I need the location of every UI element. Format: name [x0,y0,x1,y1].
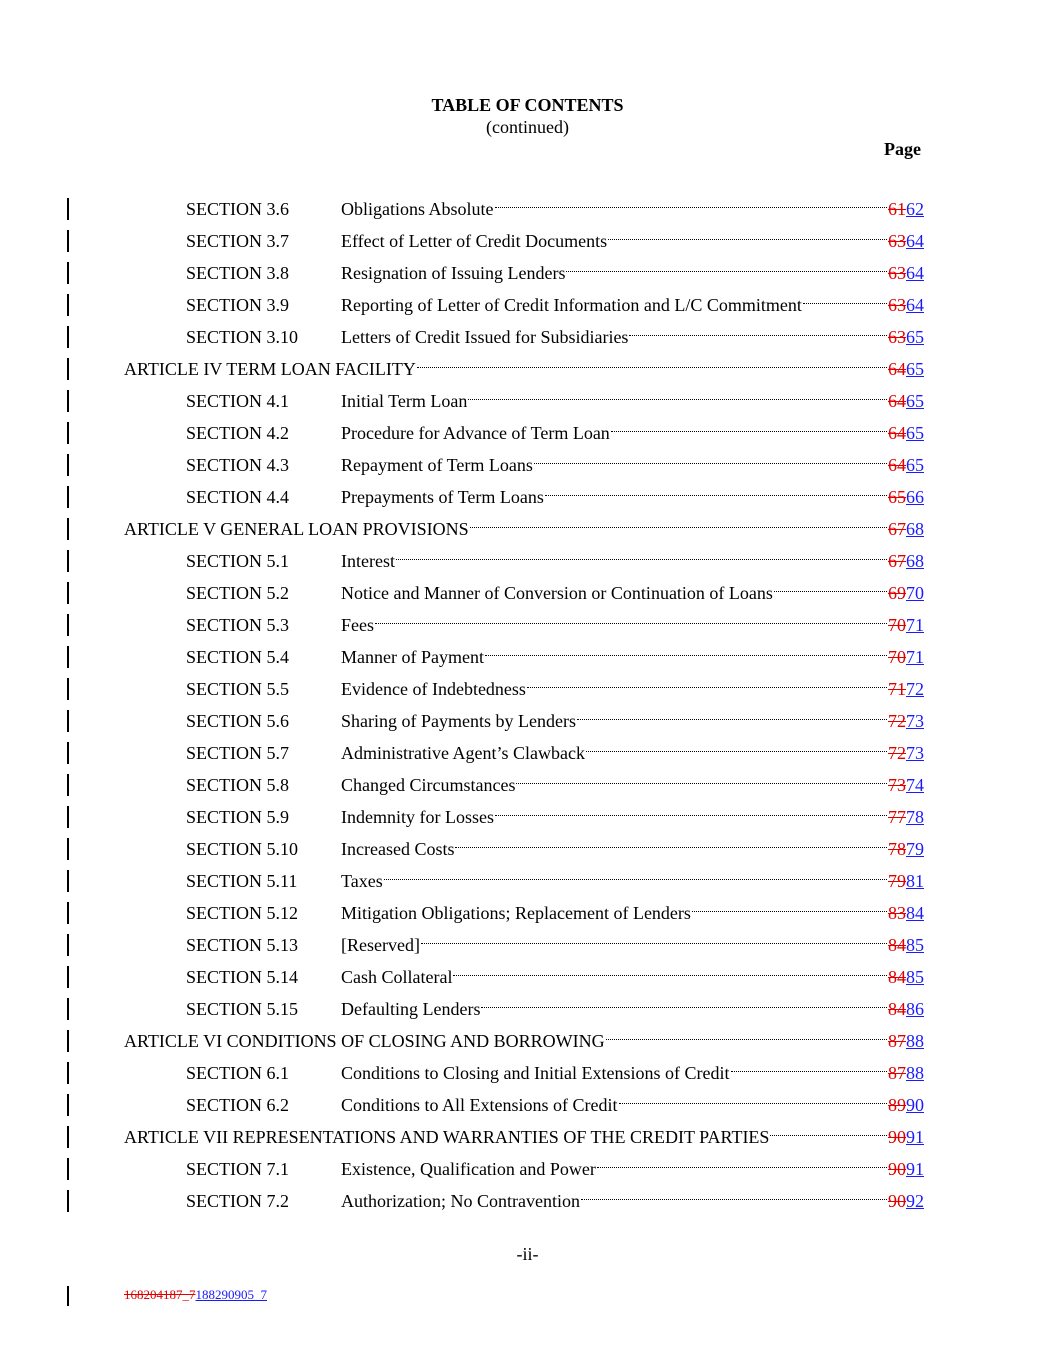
dot-leader [396,559,887,560]
page-inserted[interactable]: 71 [906,647,924,667]
doc-id-inserted: 188290905_7 [195,1287,267,1302]
section-number: SECTION 5.11 [186,871,298,891]
page-ref[interactable] [888,257,924,289]
page-inserted[interactable]: 64 [906,263,924,283]
toc-section-row[interactable] [0,769,1055,801]
toc-entry [186,1153,924,1185]
toc-entry [186,609,924,641]
entry-title: Repayment of Term Loans [341,455,533,475]
change-bar [67,486,69,508]
toc-entry [186,289,924,321]
page-ref[interactable] [888,1025,924,1057]
entry-title: Interest [341,551,395,571]
page-deleted: 83 [888,903,906,923]
page-ref[interactable] [888,993,924,1025]
change-bar [67,582,69,604]
page-ref[interactable] [888,289,924,321]
page-ref[interactable] [888,1121,924,1153]
toc-section-row[interactable] [0,1185,1055,1217]
page-ref[interactable] [888,1185,924,1217]
toc-section-row[interactable] [0,193,1055,225]
page-deleted: 71 [888,679,906,699]
toc-entry [186,257,924,289]
page-ref[interactable] [888,801,924,833]
section-number: SECTION 6.1 [186,1063,289,1083]
dot-leader [597,1167,887,1168]
toc-section-row[interactable] [0,577,1055,609]
page-ref[interactable] [888,865,924,897]
page-ref[interactable] [888,225,924,257]
section-number: SECTION 3.9 [186,295,289,315]
toc-article-row[interactable] [0,513,1055,545]
toc-subtitle: (continued) [486,117,569,137]
page-inserted[interactable]: 64 [906,231,924,251]
dot-leader [731,1071,888,1072]
toc-section-row[interactable] [0,1089,1055,1121]
dot-leader [606,1039,887,1040]
dot-leader [485,655,887,656]
page-ref[interactable] [888,1057,924,1089]
toc-section-row[interactable] [0,449,1055,481]
dot-leader [470,527,887,528]
page-deleted: 87 [888,1063,906,1083]
page-deleted: 64 [888,423,906,443]
section-number: SECTION 5.9 [186,807,289,827]
page-deleted: 89 [888,1095,906,1115]
change-bar [67,294,69,316]
toc-article-row[interactable] [0,1025,1055,1057]
section-number: SECTION 3.6 [186,199,289,219]
toc-section-row[interactable] [0,641,1055,673]
page-inserted[interactable]: 71 [906,615,924,635]
toc-entry [186,449,924,481]
page-ref[interactable] [888,609,924,641]
page-inserted[interactable]: 62 [906,199,924,219]
page-ref[interactable] [888,449,924,481]
page-inserted[interactable]: 64 [906,295,924,315]
section-number: SECTION 5.10 [186,839,298,859]
toc-entry [186,705,924,737]
doc-id-deleted: 168204187_7 [124,1287,196,1302]
page-deleted: 73 [888,775,906,795]
page-deleted: 64 [888,359,906,379]
toc-entry [186,897,924,929]
change-bar [67,230,69,252]
page-inserted[interactable]: 85 [906,935,924,955]
page-inserted[interactable]: 65 [906,455,924,475]
page-deleted: 70 [888,615,906,635]
page-inserted[interactable]: 88 [906,1031,924,1051]
toc-entry [186,225,924,257]
toc-section-row[interactable] [0,257,1055,289]
toc-entry [186,545,924,577]
page-deleted: 64 [888,455,906,475]
page-ref[interactable] [888,769,924,801]
toc-entry [186,993,924,1025]
page-inserted[interactable]: 74 [906,775,924,795]
page-ref[interactable] [888,385,924,417]
change-bar [67,1158,69,1180]
toc-section-row[interactable] [0,929,1055,961]
page-inserted[interactable]: 78 [906,807,924,827]
dot-leader [774,591,887,592]
section-number: SECTION 5.3 [186,615,289,635]
toc-section-row[interactable] [0,865,1055,897]
entry-title: Fees [341,615,374,635]
entry-title: ARTICLE IV TERM LOAN FACILITY [124,359,416,379]
toc-section-row[interactable] [0,385,1055,417]
dot-leader [692,911,887,912]
toc-section-row[interactable] [0,801,1055,833]
page-deleted: 63 [888,231,906,251]
page-inserted[interactable]: 81 [906,871,924,891]
dot-leader [608,239,887,240]
entry-title: Increased Costs [341,839,455,859]
page-ref[interactable] [888,897,924,929]
section-number: SECTION 3.10 [186,327,298,347]
toc-section-row[interactable] [0,609,1055,641]
page-deleted: 90 [888,1127,906,1147]
section-number: SECTION 5.12 [186,903,298,923]
entry-title: Reporting of Letter of Credit Information and L/C Commitment [341,295,802,315]
page-deleted: 84 [888,967,906,987]
entry-title: Initial Term Loan [341,391,468,411]
page-inserted[interactable]: 91 [906,1127,924,1147]
section-number: SECTION 5.4 [186,647,289,667]
change-bar [67,1030,69,1052]
toc-section-row[interactable] [0,897,1055,929]
section-number: SECTION 5.8 [186,775,289,795]
toc-entry [124,1121,924,1153]
entry-title: Changed Circumstances [341,775,516,795]
dot-leader [534,463,887,464]
page-inserted[interactable]: 65 [906,327,924,347]
section-number: SECTION 5.15 [186,999,298,1019]
page-ref[interactable] [888,1089,924,1121]
section-number: SECTION 5.6 [186,711,289,731]
dot-leader [421,943,887,944]
change-bar [67,550,69,572]
toc-section-row[interactable] [0,737,1055,769]
page-ref[interactable] [888,961,924,993]
dot-leader [629,335,887,336]
dot-leader [611,431,887,432]
toc-section-row[interactable] [0,417,1055,449]
page-ref[interactable] [888,577,924,609]
page-deleted: 84 [888,999,906,1019]
page-deleted: 90 [888,1159,906,1179]
dot-leader [453,975,887,976]
entry-title: Evidence of Indebtedness [341,679,526,699]
change-bar [67,1190,69,1212]
change-bar [67,710,69,732]
page-deleted: 67 [888,519,906,539]
change-bar [67,646,69,668]
toc-section-row[interactable] [0,481,1055,513]
page-number: -ii- [516,1244,539,1264]
change-bar [67,838,69,860]
entry-title: ARTICLE V GENERAL LOAN PROVISIONS [124,519,469,539]
page-ref[interactable] [888,193,924,225]
entry-title: Conditions to Closing and Initial Extensions of Credit [341,1063,730,1083]
dot-leader [468,399,887,400]
entry-title: Existence, Qualification and Power [341,1159,596,1179]
page-deleted: 65 [888,487,906,507]
page-inserted[interactable]: 65 [906,391,924,411]
section-number: SECTION 6.2 [186,1095,289,1115]
entry-title: Defaulting Lenders [341,999,481,1019]
dot-leader [527,687,887,688]
toc-entry [186,1185,924,1217]
page-deleted: 63 [888,327,906,347]
page-deleted: 87 [888,1031,906,1051]
page-ref[interactable] [888,737,924,769]
page-inserted[interactable]: 66 [906,487,924,507]
entry-title: Procedure for Advance of Term Loan [341,423,610,443]
page-deleted: 61 [888,199,906,219]
page-inserted[interactable]: 65 [906,359,924,379]
change-bar [67,454,69,476]
page-ref[interactable] [888,513,924,545]
document-id [124,1287,267,1303]
dot-leader [581,1199,887,1200]
section-number: SECTION 7.1 [186,1159,289,1179]
page-deleted: 78 [888,839,906,859]
section-number: SECTION 3.7 [186,231,289,251]
entry-title: Mitigation Obligations; Replacement of Lenders [341,903,691,923]
toc-entry [186,801,924,833]
dot-leader [619,1103,887,1104]
change-bar [67,390,69,412]
toc-entry [186,833,924,865]
section-number: SECTION 5.1 [186,551,289,571]
dot-leader [481,1007,887,1008]
page-inserted[interactable]: 92 [906,1191,924,1211]
toc-entry [124,1025,924,1057]
entry-title: ARTICLE VI CONDITIONS OF CLOSING AND BORROWING [124,1031,605,1051]
page-deleted: 90 [888,1191,906,1211]
page-inserted[interactable]: 68 [906,519,924,539]
change-bar [67,422,69,444]
toc-section-row[interactable] [0,1057,1055,1089]
page-inserted[interactable]: 79 [906,839,924,859]
toc-entry [186,481,924,513]
change-bar [67,358,69,380]
page-deleted: 69 [888,583,906,603]
page-deleted: 72 [888,711,906,731]
page-inserted[interactable]: 72 [906,679,924,699]
toc-entry [186,737,924,769]
toc-entry [186,961,924,993]
toc-section-row[interactable] [0,1153,1055,1185]
toc-entry [186,385,924,417]
page-deleted: 72 [888,743,906,763]
dot-leader [577,719,887,720]
page-deleted: 67 [888,551,906,571]
entry-title: Effect of Letter of Credit Documents [341,231,608,251]
entry-title: Authorization; No Contravention [341,1191,580,1211]
section-number: SECTION 5.7 [186,743,289,763]
change-bar [67,774,69,796]
entry-title: Cash Collateral [341,967,453,987]
page-ref[interactable] [888,481,924,513]
change-bar [67,806,69,828]
change-bar [67,326,69,348]
toc-section-row[interactable] [0,673,1055,705]
page-ref[interactable] [888,545,924,577]
page-ref[interactable] [888,321,924,353]
dot-leader [803,303,887,304]
change-bar [67,198,69,220]
toc-entry [186,929,924,961]
page-inserted[interactable]: 85 [906,967,924,987]
entry-title: Administrative Agent’s Clawback [341,743,585,763]
toc-entry [124,353,924,385]
change-bar [67,678,69,700]
toc-section-row[interactable] [0,705,1055,737]
page-deleted: 64 [888,391,906,411]
change-bar [67,262,69,284]
toc-entry [186,1089,924,1121]
toc-section-row[interactable] [0,833,1055,865]
page-ref[interactable] [888,833,924,865]
section-number: SECTION 4.1 [186,391,289,411]
toc-list [0,193,1055,1217]
dot-leader [375,623,887,624]
dot-leader [384,879,887,880]
page-ref[interactable] [888,417,924,449]
page-ref[interactable] [888,1153,924,1185]
change-bar [67,966,69,988]
change-bar [67,742,69,764]
section-number: SECTION 5.13 [186,935,298,955]
entry-title: Obligations Absolute [341,199,494,219]
entry-title: Prepayments of Term Loans [341,487,544,507]
change-bar [67,614,69,636]
toc-section-row[interactable] [0,961,1055,993]
section-number: SECTION 7.2 [186,1191,289,1211]
toc-entry [186,865,924,897]
toc-entry [186,417,924,449]
page-inserted[interactable]: 90 [906,1095,924,1115]
dot-leader [455,847,887,848]
page-deleted: 79 [888,871,906,891]
toc-article-row[interactable] [0,1121,1055,1153]
page-deleted: 77 [888,807,906,827]
entry-title: ARTICLE VII REPRESENTATIONS AND WARRANTIES OF THE CREDIT PARTIES [124,1127,770,1147]
page-ref[interactable] [888,705,924,737]
toc-entry [186,641,924,673]
entry-title: Sharing of Payments by Lenders [341,711,576,731]
page-ref[interactable] [888,353,924,385]
dot-leader [545,495,887,496]
entry-title: [Reserved] [341,935,420,955]
dot-leader [516,783,887,784]
section-number: SECTION 4.2 [186,423,289,443]
toc-section-row[interactable] [0,225,1055,257]
toc-entry [186,193,924,225]
toc-article-row[interactable] [0,353,1055,385]
dot-leader [495,207,888,208]
dot-leader [770,1135,887,1136]
page-deleted: 84 [888,935,906,955]
section-number: SECTION 4.4 [186,487,289,507]
toc-entry [186,1057,924,1089]
section-number: SECTION 5.14 [186,967,298,987]
toc-section-row[interactable] [0,993,1055,1025]
toc-section-row[interactable] [0,289,1055,321]
page-inserted[interactable]: 65 [906,423,924,443]
entry-title: Resignation of Issuing Lenders [341,263,566,283]
entry-title: Letters of Credit Issued for Subsidiaries [341,327,629,347]
change-bar [67,1062,69,1084]
section-number: SECTION 3.8 [186,263,289,283]
change-bar [67,1286,69,1306]
page-column-header: Page [884,139,921,159]
page-deleted: 70 [888,647,906,667]
dot-leader [495,815,887,816]
toc-entry [186,577,924,609]
page-deleted: 63 [888,263,906,283]
section-number: SECTION 5.5 [186,679,289,699]
page-inserted[interactable]: 91 [906,1159,924,1179]
page-inserted[interactable]: 86 [906,999,924,1019]
page-inserted[interactable]: 70 [906,583,924,603]
dot-leader [566,271,887,272]
entry-title: Taxes [341,871,383,891]
page-inserted[interactable]: 84 [906,903,924,923]
page-ref[interactable] [888,929,924,961]
change-bar [67,518,69,540]
toc-section-row[interactable] [0,545,1055,577]
toc-title: TABLE OF CONTENTS [431,95,624,115]
toc-entry [124,513,924,545]
toc-entry [186,769,924,801]
entry-title: Notice and Manner of Conversion or Continuation of Loans [341,583,773,603]
page-deleted: 63 [888,295,906,315]
toc-section-row[interactable] [0,321,1055,353]
section-number: SECTION 4.3 [186,455,289,475]
entry-title: Indemnity for Losses [341,807,494,827]
change-bar [67,1094,69,1116]
page-ref[interactable] [888,641,924,673]
section-number: SECTION 5.2 [186,583,289,603]
toc-entry [186,321,924,353]
entry-title: Conditions to All Extensions of Credit [341,1095,618,1115]
entry-title: Manner of Payment [341,647,484,667]
page-inserted[interactable]: 68 [906,551,924,571]
page-ref[interactable] [888,673,924,705]
change-bar [67,1126,69,1148]
change-bar [67,934,69,956]
page-inserted[interactable]: 73 [906,743,924,763]
change-bar [67,998,69,1020]
change-bar [67,870,69,892]
page-inserted[interactable]: 88 [906,1063,924,1083]
dot-leader [586,751,887,752]
toc-entry [186,673,924,705]
page-inserted[interactable]: 73 [906,711,924,731]
dot-leader [417,367,887,368]
change-bar [67,902,69,924]
